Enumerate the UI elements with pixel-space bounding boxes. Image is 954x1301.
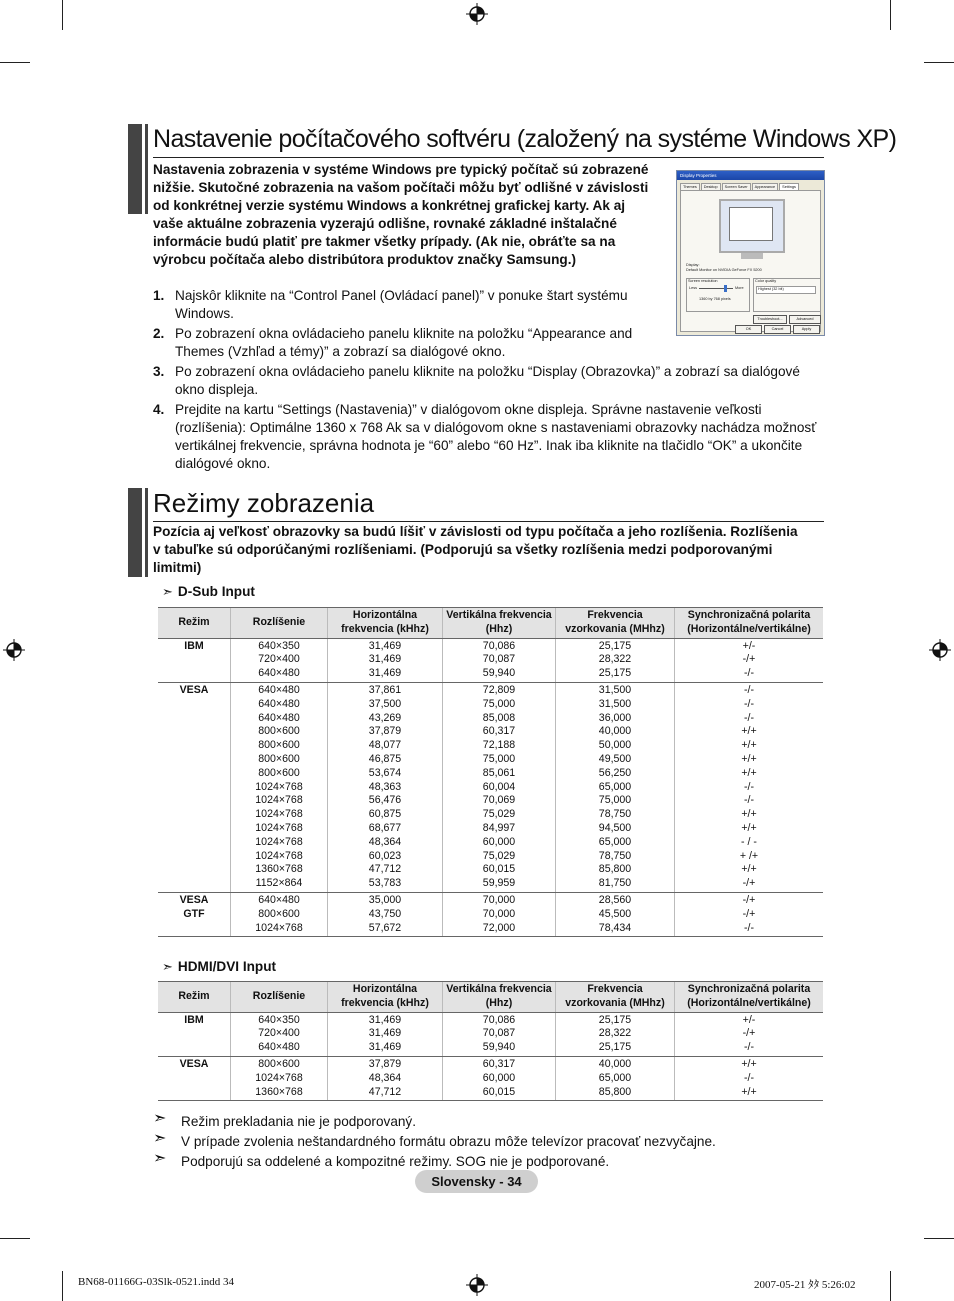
cell-value: 60,317 bbox=[482, 725, 516, 738]
cell-value: 70,087 bbox=[482, 1027, 516, 1040]
resolution-cell bbox=[231, 1056, 328, 1100]
col-header: Synchronizačná polarita (Horizontálne/vertikálne) bbox=[675, 608, 824, 639]
cell-value: 28,560 bbox=[598, 893, 632, 906]
cell-value: 31,469 bbox=[368, 1013, 402, 1026]
cell-value: +/- bbox=[742, 1013, 756, 1026]
cell-value: 25,175 bbox=[598, 639, 632, 652]
cell-value: 70,000 bbox=[482, 893, 516, 906]
cell-value: 800×600 bbox=[258, 766, 300, 779]
cell-value: -/+ bbox=[742, 877, 756, 890]
cell-value: -/- bbox=[744, 683, 754, 696]
section-title: Režimy zobrazenia bbox=[153, 488, 824, 522]
cancel-button: Cancel bbox=[764, 325, 791, 334]
cell-value: 60,015 bbox=[482, 1085, 516, 1098]
cell-value: 31,469 bbox=[368, 653, 402, 666]
advanced-button: Advanced bbox=[789, 315, 821, 324]
note-arrow-icon: ➣ bbox=[153, 1130, 167, 1147]
cell-value: 1024×768 bbox=[255, 821, 303, 834]
cell-value: 78,750 bbox=[598, 849, 632, 862]
cell-value: -/- bbox=[744, 780, 754, 793]
cell-value: -/- bbox=[744, 794, 754, 807]
page-number-badge: Slovensky - 34 bbox=[415, 1170, 538, 1193]
cell-value: 70,069 bbox=[482, 794, 516, 807]
cell-value: 28,322 bbox=[598, 653, 632, 666]
cell-value: +/+ bbox=[741, 808, 757, 821]
dsub-label: D-Sub Input bbox=[177, 584, 255, 599]
cell-value: 60,000 bbox=[482, 835, 516, 848]
cell-value: 75,000 bbox=[598, 794, 632, 807]
cell-value: 35,000 bbox=[368, 893, 402, 906]
cell-value: 81,750 bbox=[598, 877, 632, 890]
table-row bbox=[158, 682, 823, 892]
cell-value: -/- bbox=[744, 697, 754, 710]
step-item bbox=[153, 401, 825, 473]
cell-value: 1024×768 bbox=[255, 921, 303, 934]
cell-value: 53,674 bbox=[368, 766, 402, 779]
table-row bbox=[158, 1012, 823, 1056]
cell-value: 40,000 bbox=[598, 1057, 632, 1070]
resolution-cell bbox=[231, 638, 328, 682]
tab-themes: Themes bbox=[680, 183, 700, 190]
note-text: V prípade zvolenia neštandardného formátu obrazu môže televízor pracovať nezvyčajne. bbox=[181, 1134, 716, 1149]
cell-value: 800×600 bbox=[258, 752, 300, 765]
cell-value: 65,000 bbox=[598, 1071, 632, 1084]
note-item bbox=[153, 1112, 716, 1132]
cell-value: 37,879 bbox=[368, 725, 402, 738]
note-item bbox=[153, 1132, 716, 1152]
cell-value: 1152×864 bbox=[255, 877, 303, 890]
cell-value: 31,500 bbox=[598, 683, 632, 696]
step-text: Najskôr kliknite na “Control Panel (Ovládací panel)” v ponuke štart systému Windows. bbox=[175, 288, 628, 321]
cell-value: 70,086 bbox=[482, 639, 516, 652]
vfreq-cell bbox=[443, 638, 556, 682]
cell-value: 78,434 bbox=[598, 921, 632, 934]
resolution-cell bbox=[231, 1012, 328, 1056]
cell-value: 25,175 bbox=[598, 1013, 632, 1026]
cell-value: -/- bbox=[744, 921, 754, 934]
cell-value: 60,875 bbox=[368, 808, 402, 821]
cell-value: 60,004 bbox=[482, 780, 516, 793]
crop-mark bbox=[924, 62, 954, 63]
display-label: Display: bbox=[686, 263, 700, 267]
cell-value: 31,500 bbox=[598, 697, 632, 710]
window-title: Display Properties bbox=[677, 171, 824, 180]
resolution-cell bbox=[231, 892, 328, 936]
cell-value: 70,000 bbox=[482, 907, 516, 920]
cell-value: 60,000 bbox=[482, 1071, 516, 1084]
hfreq-cell bbox=[328, 1012, 443, 1056]
step-text: Po zobrazení okna ovládacieho panelu kliknite na položku “Display (Obrazovka)” a zobrazí sa dialógové okno displeja. bbox=[175, 364, 800, 397]
mode-cell bbox=[158, 682, 231, 892]
cell-value: 59,940 bbox=[482, 1041, 516, 1054]
mode-cell bbox=[158, 638, 231, 682]
cell-value: +/+ bbox=[741, 752, 757, 765]
cell-value: 50,000 bbox=[598, 739, 632, 752]
cell-value: 800×600 bbox=[258, 739, 300, 752]
troubleshoot-button: Troubleshoot... bbox=[753, 315, 787, 324]
cell-value: 65,000 bbox=[598, 835, 632, 848]
cell-value: 640×480 bbox=[258, 697, 300, 710]
polarity-cell bbox=[675, 1012, 824, 1056]
mode-cell bbox=[158, 1056, 231, 1100]
cell-value: 25,175 bbox=[598, 667, 632, 680]
steps-list bbox=[153, 287, 825, 475]
step-text: Prejdite na kartu “Settings (Nastavenia)” v dialógovom okne displeja. Správne nastavenie veľkosti (rozlíšenia): Optimálne 1360 x 768 Ak sa v dialógovom okne s nastaveniami obrazovky nachádza možnosť vertikálnej frekvencie, správna hodnota je “60” alebo “60 Hz”. Inak iba kliknite na tlačidlo “OK” a ukončite dialógové okno. bbox=[175, 402, 817, 471]
cell-value: 36,000 bbox=[598, 711, 632, 724]
ok-button: OK bbox=[735, 325, 762, 334]
step-item bbox=[153, 287, 680, 323]
cell-value: 75,000 bbox=[482, 697, 516, 710]
cell-value: 47,712 bbox=[368, 1085, 402, 1098]
col-header: Vertikálna frekvencia (Hhz) bbox=[443, 608, 556, 639]
cell-value: 31,469 bbox=[368, 1041, 402, 1054]
cell-value: 800×600 bbox=[258, 907, 300, 920]
cell-value: 70,087 bbox=[482, 653, 516, 666]
col-header: Vertikálna frekvencia (Hhz) bbox=[443, 982, 556, 1013]
registration-mark-icon bbox=[466, 1274, 488, 1296]
cell-value: 84,997 bbox=[482, 821, 516, 834]
cell-value: 1360×768 bbox=[255, 1085, 303, 1098]
tab-screen-saver: Screen Saver bbox=[722, 183, 751, 190]
cell-value: 640×480 bbox=[258, 683, 300, 696]
hfreq-cell bbox=[328, 892, 443, 936]
clock-cell bbox=[556, 682, 675, 892]
cell-value: VESA bbox=[179, 1057, 209, 1070]
cell-value: 640×480 bbox=[258, 667, 300, 680]
col-header: Frekvencia vzorkovania (MHhz) bbox=[556, 608, 675, 639]
mode-cell bbox=[158, 892, 231, 936]
cell-value: -/+ bbox=[742, 653, 756, 666]
clock-cell bbox=[556, 1012, 675, 1056]
cell-value: 94,500 bbox=[598, 821, 632, 834]
cell-value: 37,500 bbox=[368, 697, 402, 710]
crop-mark bbox=[890, 1271, 891, 1301]
cell-value: -/+ bbox=[742, 1027, 756, 1040]
note-item bbox=[153, 1152, 716, 1172]
cell-value: 800×600 bbox=[258, 725, 300, 738]
cell-value: 31,469 bbox=[368, 667, 402, 680]
table-header-row bbox=[158, 982, 823, 1013]
cell-value: -/- bbox=[744, 711, 754, 724]
cell-value: 47,712 bbox=[368, 863, 402, 876]
note-arrow-icon: ➣ bbox=[153, 1110, 167, 1127]
step-number: 3. bbox=[153, 364, 165, 379]
tab-bar bbox=[677, 180, 824, 190]
cell-value: 1024×768 bbox=[255, 794, 303, 807]
polarity-cell bbox=[675, 638, 824, 682]
hdmi-table bbox=[158, 981, 823, 1101]
cell-value: 48,364 bbox=[368, 1071, 402, 1084]
step-number: 2. bbox=[153, 326, 165, 341]
cell-value: 72,188 bbox=[482, 739, 516, 752]
step-item bbox=[153, 325, 680, 361]
cell-value: +/+ bbox=[741, 1085, 757, 1098]
section-title: Nastavenie počítačového softvéru (založený na systéme Windows XP) bbox=[153, 124, 824, 158]
note-text: Podporujú sa oddelené a kompozitné režimy. SOG nie je podporované. bbox=[181, 1154, 610, 1169]
cell-value: +/+ bbox=[741, 725, 757, 738]
crop-mark bbox=[890, 0, 891, 30]
cell-value: 49,500 bbox=[598, 752, 632, 765]
monitor-stand bbox=[741, 253, 763, 259]
cell-value: +/+ bbox=[741, 863, 757, 876]
cell-value: 75,029 bbox=[482, 849, 516, 862]
cell-value: 1024×768 bbox=[255, 835, 303, 848]
table-row bbox=[158, 892, 823, 936]
cell-value: 48,364 bbox=[368, 835, 402, 848]
cell-value: 60,023 bbox=[368, 849, 402, 862]
cell-value: -/+ bbox=[742, 907, 756, 920]
cell-value: +/+ bbox=[741, 766, 757, 779]
crop-mark bbox=[0, 1238, 30, 1239]
cell-value: 1024×768 bbox=[255, 808, 303, 821]
window-preview bbox=[729, 207, 773, 241]
col-header: Rozlíšenie bbox=[231, 608, 328, 639]
cell-value: +/- bbox=[742, 639, 756, 652]
resolution-value: 1360 by 768 pixels bbox=[699, 297, 731, 301]
col-header: Režim bbox=[158, 982, 231, 1013]
polarity-cell bbox=[675, 892, 824, 936]
crop-mark bbox=[924, 1238, 954, 1239]
cell-value: 1024×768 bbox=[255, 849, 303, 862]
cell-value: 53,783 bbox=[368, 877, 402, 890]
note-text: Režim prekladania nie je podporovaný. bbox=[181, 1114, 417, 1129]
polarity-cell bbox=[675, 1056, 824, 1100]
hdmi-heading bbox=[162, 958, 276, 976]
clock-cell bbox=[556, 892, 675, 936]
cell-value: 43,750 bbox=[368, 907, 402, 920]
section-bar bbox=[128, 124, 145, 214]
cell-value: 59,959 bbox=[482, 877, 516, 890]
col-header: Rozlíšenie bbox=[231, 982, 328, 1013]
cell-value: 68,677 bbox=[368, 821, 402, 834]
vfreq-cell bbox=[443, 1056, 556, 1100]
hfreq-cell bbox=[328, 682, 443, 892]
cell-value: 640×350 bbox=[258, 1013, 300, 1026]
cell-value: 800×600 bbox=[258, 1057, 300, 1070]
note-arrow-icon: ➣ bbox=[162, 584, 173, 599]
clock-cell bbox=[556, 638, 675, 682]
monitor-icon bbox=[719, 199, 785, 253]
table-row bbox=[158, 1056, 823, 1100]
cell-value: 37,879 bbox=[368, 1057, 402, 1070]
file-info: BN68-01166G-03Slk-0521.indd 34 bbox=[78, 1276, 235, 1288]
cell-value: -/- bbox=[744, 1041, 754, 1054]
section-bar bbox=[128, 488, 145, 577]
cell-value: 640×480 bbox=[258, 893, 300, 906]
registration-mark-icon bbox=[929, 639, 951, 661]
cell-value: 40,000 bbox=[598, 725, 632, 738]
cell-value: 72,000 bbox=[482, 921, 516, 934]
cell-value: 85,800 bbox=[598, 1085, 632, 1098]
cell-value: 48,077 bbox=[368, 739, 402, 752]
vfreq-cell bbox=[443, 682, 556, 892]
cell-value: 1360×768 bbox=[255, 863, 303, 876]
hfreq-cell bbox=[328, 638, 443, 682]
cell-value: 60,015 bbox=[482, 863, 516, 876]
cell-value: -/- bbox=[744, 667, 754, 680]
col-header: Režim bbox=[158, 608, 231, 639]
cell-value: 1024×768 bbox=[255, 780, 303, 793]
col-header: Horizontálna frekvencia (kHhz) bbox=[328, 608, 443, 639]
resolution-cell bbox=[231, 682, 328, 892]
mode-cell bbox=[158, 1012, 231, 1056]
cell-value: VESA bbox=[179, 893, 209, 906]
section-intro: Nastavenia zobrazenia v systéme Windows pre typický počítač sú zobrazené nižšie. Skutočné zobrazenia na vašom počítači môžu byť odlišné v závislosti od konkrétnej verzie systému Windows a konkrétnej grafickej karty. Ak aj vaše aktuálne zobrazenia vyzerajú odlišne, rovnaké základné inštalačné informácie budú platiť pre takmer všetky prípady. (Ak nie, obráťte sa na výrobcu počítača alebo distribútora produktov značky Samsung.) bbox=[153, 162, 649, 267]
cell-value: 85,061 bbox=[482, 766, 516, 779]
cell-value: VESA bbox=[179, 683, 209, 696]
col-header: Synchronizačná polarita (Horizontálne/vertikálne) bbox=[675, 982, 824, 1013]
cell-value: 31,469 bbox=[368, 1027, 402, 1040]
tab-desktop: Desktop bbox=[701, 183, 721, 190]
cell-value: 56,250 bbox=[598, 766, 632, 779]
table-header-row bbox=[158, 608, 823, 639]
notes-list bbox=[153, 1112, 716, 1172]
step-item bbox=[153, 363, 825, 399]
cell-value: 25,175 bbox=[598, 1041, 632, 1054]
color-value: Highest (32 bit) bbox=[758, 287, 784, 291]
cell-value: 640×480 bbox=[258, 711, 300, 724]
hdmi-label: HDMI/DVI Input bbox=[177, 959, 277, 974]
cell-value: +/+ bbox=[741, 1057, 757, 1070]
crop-mark bbox=[62, 1271, 63, 1301]
cell-value: 57,672 bbox=[368, 921, 402, 934]
date-info: 2007-05-21 ﾀﾀ 5:26:02 bbox=[754, 1279, 856, 1291]
crop-mark bbox=[0, 62, 30, 63]
polarity-cell bbox=[675, 682, 824, 892]
cell-value: -/- bbox=[744, 1071, 754, 1084]
registration-mark-icon bbox=[3, 639, 25, 661]
cell-value: IBM bbox=[184, 1013, 204, 1026]
dsub-table bbox=[158, 607, 823, 937]
clock-cell bbox=[556, 1056, 675, 1100]
vfreq-cell bbox=[443, 892, 556, 936]
cell-value: 60,317 bbox=[482, 1057, 516, 1070]
cell-value: 85,800 bbox=[598, 863, 632, 876]
section-intro: Pozícia aj veľkosť obrazovky sa budú líšiť v závislosti od typu počítača a jeho rozlíšenia. Rozlíšenia v tabuľke sú odporúčanými rozlíšeniami. (Podporujú sa všetky rozlíšenia medzi podporovanými limitmi) bbox=[153, 524, 798, 575]
cell-value: 70,086 bbox=[482, 1013, 516, 1026]
hfreq-cell bbox=[328, 1056, 443, 1100]
less-label: Less bbox=[689, 286, 698, 290]
cell-value: 45,500 bbox=[598, 907, 632, 920]
cell-value: 31,469 bbox=[368, 639, 402, 652]
step-number: 4. bbox=[153, 402, 165, 417]
cell-value: 28,322 bbox=[598, 1027, 632, 1040]
cell-value: +/+ bbox=[741, 821, 757, 834]
cell-value: -/+ bbox=[742, 893, 756, 906]
color-label: Color quality bbox=[755, 279, 777, 283]
cell-value: 59,940 bbox=[482, 667, 516, 680]
cell-value: + /+ bbox=[739, 849, 759, 862]
cell-value: 65,000 bbox=[598, 780, 632, 793]
cell-value: IBM bbox=[184, 639, 204, 652]
cell-value: - / - bbox=[741, 835, 757, 848]
cell-value: 720×400 bbox=[258, 653, 300, 666]
cell-value: +/+ bbox=[741, 739, 757, 752]
cell-value: 720×400 bbox=[258, 1027, 300, 1040]
cell-value: 75,000 bbox=[482, 752, 516, 765]
cell-value: 72,809 bbox=[482, 683, 516, 696]
cell-value: 48,363 bbox=[368, 780, 402, 793]
cell-value: 56,476 bbox=[368, 794, 402, 807]
cell-value: 37,861 bbox=[368, 683, 402, 696]
cell-value: 43,269 bbox=[368, 711, 402, 724]
apply-button: Apply bbox=[793, 325, 820, 334]
display-value: Default Monitor on NVIDIA GeForce FX 5200 bbox=[686, 268, 762, 272]
cell-value: 78,750 bbox=[598, 808, 632, 821]
cell-value: 640×350 bbox=[258, 639, 300, 652]
cell-value: 46,875 bbox=[368, 752, 402, 765]
cell-value: 1024×768 bbox=[255, 1071, 303, 1084]
cell-value: 75,029 bbox=[482, 808, 516, 821]
col-header: Horizontálna frekvencia (kHhz) bbox=[328, 982, 443, 1013]
tab-appearance: Appearance bbox=[752, 183, 778, 190]
cell-value: 85,008 bbox=[482, 711, 516, 724]
col-header: Frekvencia vzorkovania (MHhz) bbox=[556, 982, 675, 1013]
note-arrow-icon: ➣ bbox=[162, 959, 173, 974]
registration-mark-icon bbox=[466, 3, 488, 25]
more-label: More bbox=[735, 286, 744, 290]
cell-value: GTF bbox=[183, 907, 205, 920]
note-arrow-icon: ➣ bbox=[153, 1150, 167, 1167]
step-text: Po zobrazení okna ovládacieho panelu kliknite na položku “Appearance and Themes (Vzhľad a témy)” a zobrazí sa dialógové okno. bbox=[175, 326, 633, 359]
step-number: 1. bbox=[153, 288, 165, 303]
dsub-heading bbox=[162, 583, 255, 601]
table-row bbox=[158, 638, 823, 682]
cell-value: 640×480 bbox=[258, 1041, 300, 1054]
crop-mark bbox=[62, 0, 63, 30]
resolution-label: Screen resolution bbox=[688, 279, 718, 283]
tab-settings: Settings bbox=[779, 183, 799, 190]
vfreq-cell bbox=[443, 1012, 556, 1056]
